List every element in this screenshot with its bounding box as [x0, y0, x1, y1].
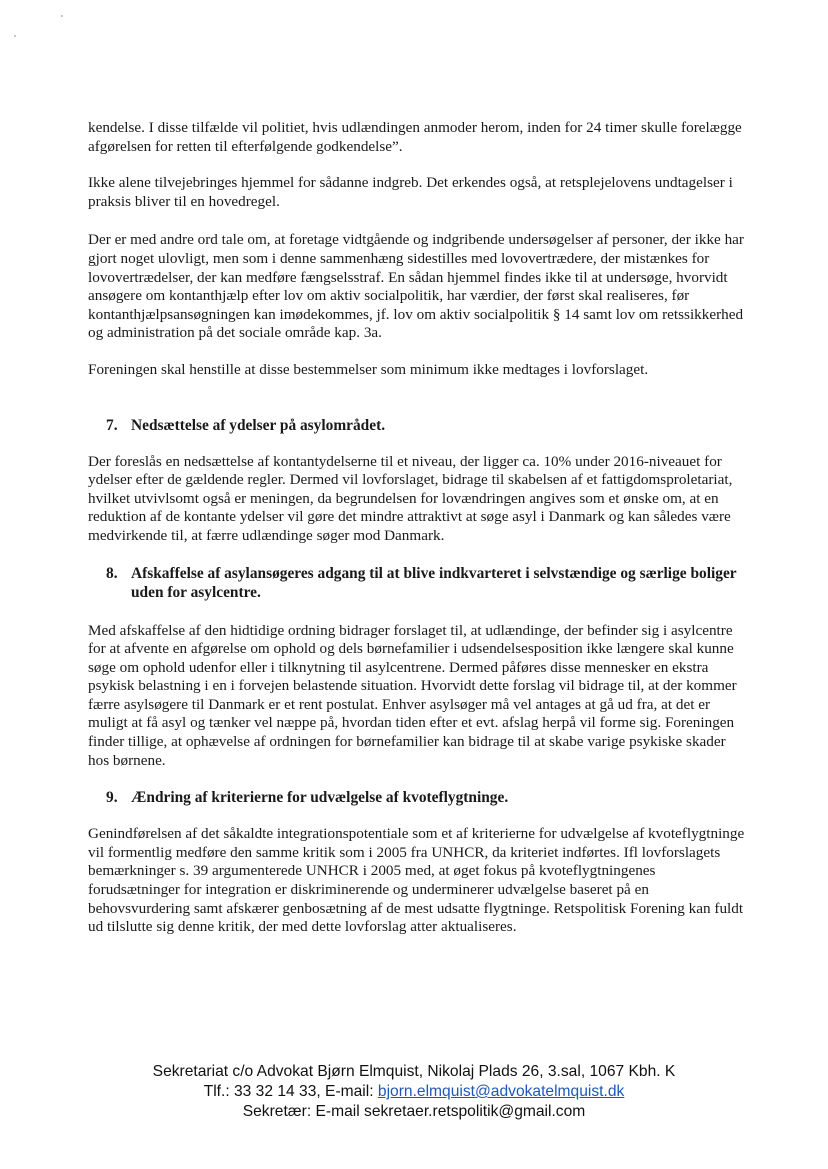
section-number: 9.	[106, 789, 118, 807]
document-body	[88, 119, 748, 937]
paragraph-hjemmel: Ikke alene tilvejebringes hjemmel for sådanne indgreb. Det erkendes også, at retsplejelovens undtagelser i praksis bliver til en hovedregel.	[88, 174, 733, 210]
scan-speck	[14, 35, 16, 37]
section-title: Afskaffelse af asylansøgeres adgang til at blive indkvarteret i selvstændige og særlige boliger uden for asylcentre.	[131, 564, 737, 601]
section-title: Ændring af kriterierne for udvælgelse af kvoteflygtninge.	[131, 789, 509, 807]
section-heading-7	[88, 416, 748, 435]
letterhead-footer	[0, 1062, 828, 1122]
footer-secretary: Sekretær: E-mail sekretaer.retspolitik@gmail.com	[242, 1103, 586, 1120]
section-body-9: Genindførelsen af det såkaldte integrationspotentiale som et af kriterierne for udvælgelse af kvoteflygtninge vil formentlig medføre den samme kritik som i 2005 fra UNHCR, da kriteriet indførtes. Ifl lovforslagets bemærkninger s. 39 argumenterede UNHCR i 2005 med, at øget fokus på kvoteflygtningenes forudsætninger for integration er diskriminerende og underminerer udvælgelse baseret på en behovsvurdering samt afskærer genbosætning af de mest udsatte flygtninge. Retspolitisk Forening kan fuldt ud tilslutte sig denne kritik, der med dette lovforslag atter aktualiseres.	[88, 825, 745, 936]
section-body-7: Der foreslås en nedsættelse af kontantydelserne til et niveau, der ligger ca. 10% under 2016-niveauet for ydelser efter de gældende regler. Dermed vil lovforslaget, bidrage til skabelsen af et fattigdomsproletariat, hvilket utvivlsomt også er meningen, da begrundelsen for lovændringen angives som et ønske om, at en reduktion af de kontante ydelser vil gøre det mindre attraktivt at søge asyl i Danmark og kan således være medvirkende til, at færre udlændinge søger mod Danmark.	[88, 452, 733, 544]
section-heading-8	[88, 564, 748, 602]
section-title: Nedsættelse af ydelser på asylområdet.	[131, 416, 386, 434]
footer-phone: Tlf.: 33 32 14 33, E-mail:	[203, 1083, 378, 1100]
paragraph-undersoegelser: Der er med andre ord tale om, at foretage vidtgående og indgribende undersøgelser af personer, der ikke har gjort noget ulovligt, men som i denne sammenhæng sidestilles med lovovertrædere, der mistænkes for lovovertrædelser, der kan medføre fængselsstraf. En sådan hjemmel findes ikke til at undersøge, hvorvidt ansøgere om kontanthjælp efter lov om aktiv socialpolitik, har værdier, der først skal realiseres, før kontanthjælpsansøgningen kan imødekommes, jf. lov om aktiv socialpolitik § 14 samt lov om retssikkerhed og administration på det sociale område kap. 3a.	[88, 231, 744, 342]
section-heading-9	[88, 788, 748, 807]
section-number: 7.	[106, 416, 118, 434]
section-number: 8.	[106, 564, 118, 582]
email-link[interactable]: bjorn.elmquist@advokatelmquist.dk	[377, 1083, 625, 1100]
scan-speck	[61, 15, 63, 17]
footer-address: Sekretariat c/o Advokat Bjørn Elmquist, Nikolaj Plads 26, 3.sal, 1067 Kbh. K	[152, 1063, 676, 1080]
paragraph-henstilling: Foreningen skal henstille at disse bestemmelser som minimum ikke medtages i lovforslaget.	[88, 360, 649, 378]
section-body-8: Med afskaffelse af den hidtidige ordning bidrager forslaget til, at udlændinge, der befinder sig i asylcentre for at afvente en afgørelse om ophold og dels børnefamilier i udsendelsesposition ikke længere skal kunne søge om ophold udenfor eller i tilknytning til asylcentrene. Dermed påføres disse mennesker en ekstra psykisk belastning i en i forvejen belastende situation. Hvorvidt dette forslag vil bidrage til, at der kommer færre asylsøgere til Danmark er et rent postulat. Enhver asylsøger må vel antages at gå ud fra, at det er muligt at få asyl og tænker vel næppe på, hvordan tiden efter et evt. afslag herpå vil forme sig. Foreningen finder tillige, at ophævelse af ordningen for børnefamilier kan bidrage til at skabe varige psykiske skader hos børnene.	[88, 621, 737, 769]
footer-contact	[0, 1082, 828, 1102]
paragraph-kendelse: kendelse. I disse tilfælde vil politiet, hvis udlændingen anmoder herom, inden for 24 timer skulle forelægge afgørelsen for retten til efterfølgende godkendelse”.	[88, 119, 742, 155]
